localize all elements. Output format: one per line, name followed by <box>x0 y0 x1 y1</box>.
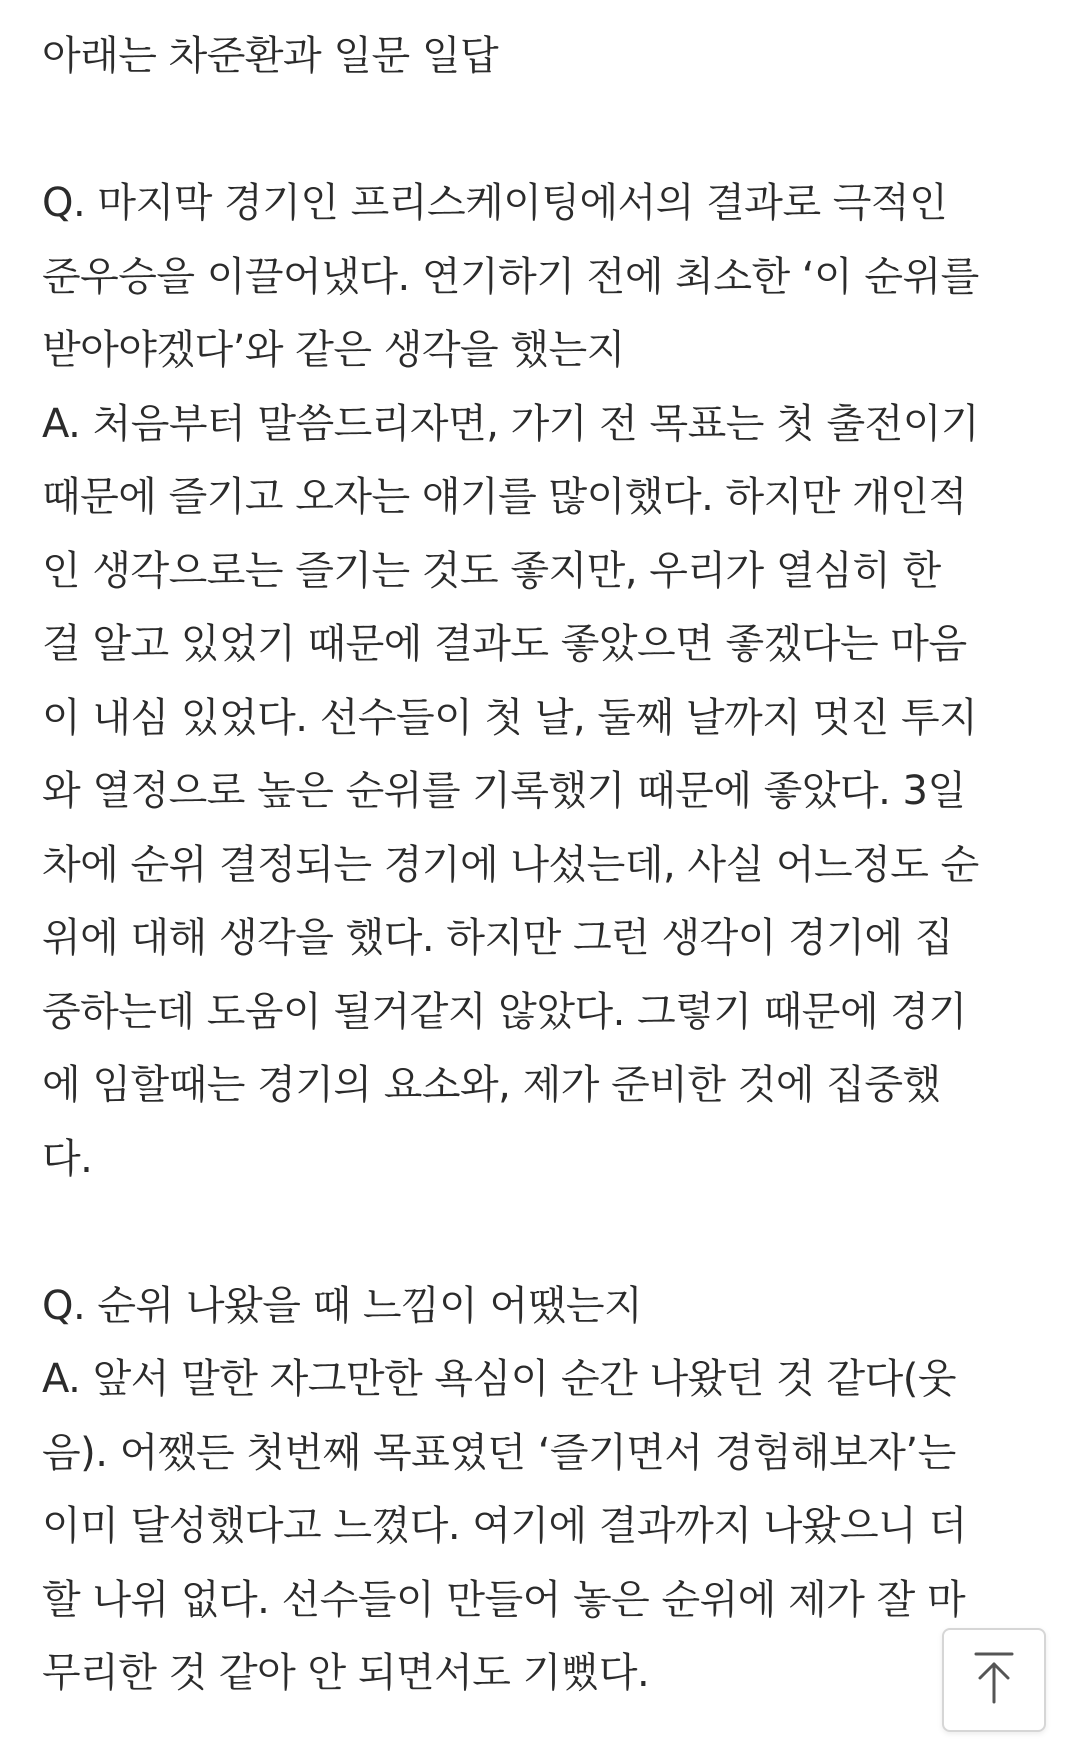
answer-1-line: 다. <box>42 1135 93 1182</box>
paragraph-gap <box>42 94 1042 168</box>
arrow-up-to-top-icon <box>970 1650 1018 1710</box>
scroll-to-top-button[interactable] <box>942 1628 1046 1732</box>
answer-1-line: 이 내심 있었다. 선수들이 첫 날, 둘째 날까지 멋진 투지 <box>42 694 978 741</box>
intro-line: 아래는 차준환과 일문 일답 <box>42 33 499 79</box>
answer-2-line: 할 나위 없다. 선수들이 만들어 놓은 순위에 제가 잘 마 <box>42 1576 966 1623</box>
answer-1-line: 와 열정으로 높은 순위를 기록했기 때문에 좋았다. 3일 <box>42 768 966 814</box>
question-1-line: Q. 마지막 경기인 프리스케이팅에서의 결과로 극적인 <box>42 180 948 226</box>
answer-1 <box>42 388 1042 1197</box>
answer-1-line: A. 처음부터 말씀드리자면, 가기 전 목표는 첫 출전이기 <box>42 400 980 447</box>
answer-1-line: 중하는데 도움이 될거같지 않았다. 그렇기 때문에 경기 <box>42 988 967 1035</box>
answer-1-line: 에 임할때는 경기의 요소와, 제가 준비한 것에 집중했 <box>42 1062 941 1108</box>
answer-2-line: 이미 달성했다고 느꼈다. 여기에 결과까지 나왔으니 더 <box>42 1503 967 1549</box>
question-2-line: Q. 순위 나왔을 때 느낌이 어땠는지 <box>42 1282 643 1329</box>
question-1-line: 준우승을 이끌어냈다. 연기하기 전에 최소한 ‘이 순위를 <box>42 253 979 300</box>
answer-1-line: 걸 알고 있었기 때문에 결과도 좋았으면 좋겠다는 마음 <box>42 621 967 667</box>
answer-1-line: 때문에 즐기고 오자는 얘기를 많이했다. 하지만 개인적 <box>42 474 967 520</box>
answer-1-line: 위에 대해 생각을 했다. 하지만 그런 생각이 경기에 집 <box>42 915 953 961</box>
answer-2 <box>42 1343 1042 1711</box>
paragraph-gap <box>42 1196 1042 1270</box>
answer-2-line: 음). 어쨌든 첫번째 목표였던 ‘즐기면서 경험해보자’는 <box>42 1429 956 1476</box>
question-2 <box>42 1270 1042 1344</box>
article-body <box>42 20 1042 1711</box>
question-1-line: 받아야겠다’와 같은 생각을 했는지 <box>42 327 625 373</box>
question-1 <box>42 167 1042 388</box>
answer-2-line: 무리한 것 같아 안 되면서도 기뻤다. <box>42 1650 650 1696</box>
answer-2-line: A. 앞서 말한 자그만한 욕심이 순간 나왔던 것 같다(웃 <box>42 1356 956 1402</box>
answer-1-line: 차에 순위 결정되는 경기에 나섰는데, 사실 어느정도 순 <box>42 841 979 888</box>
answer-1-line: 인 생각으로는 즐기는 것도 좋지만, 우리가 열심히 한 <box>42 547 941 594</box>
